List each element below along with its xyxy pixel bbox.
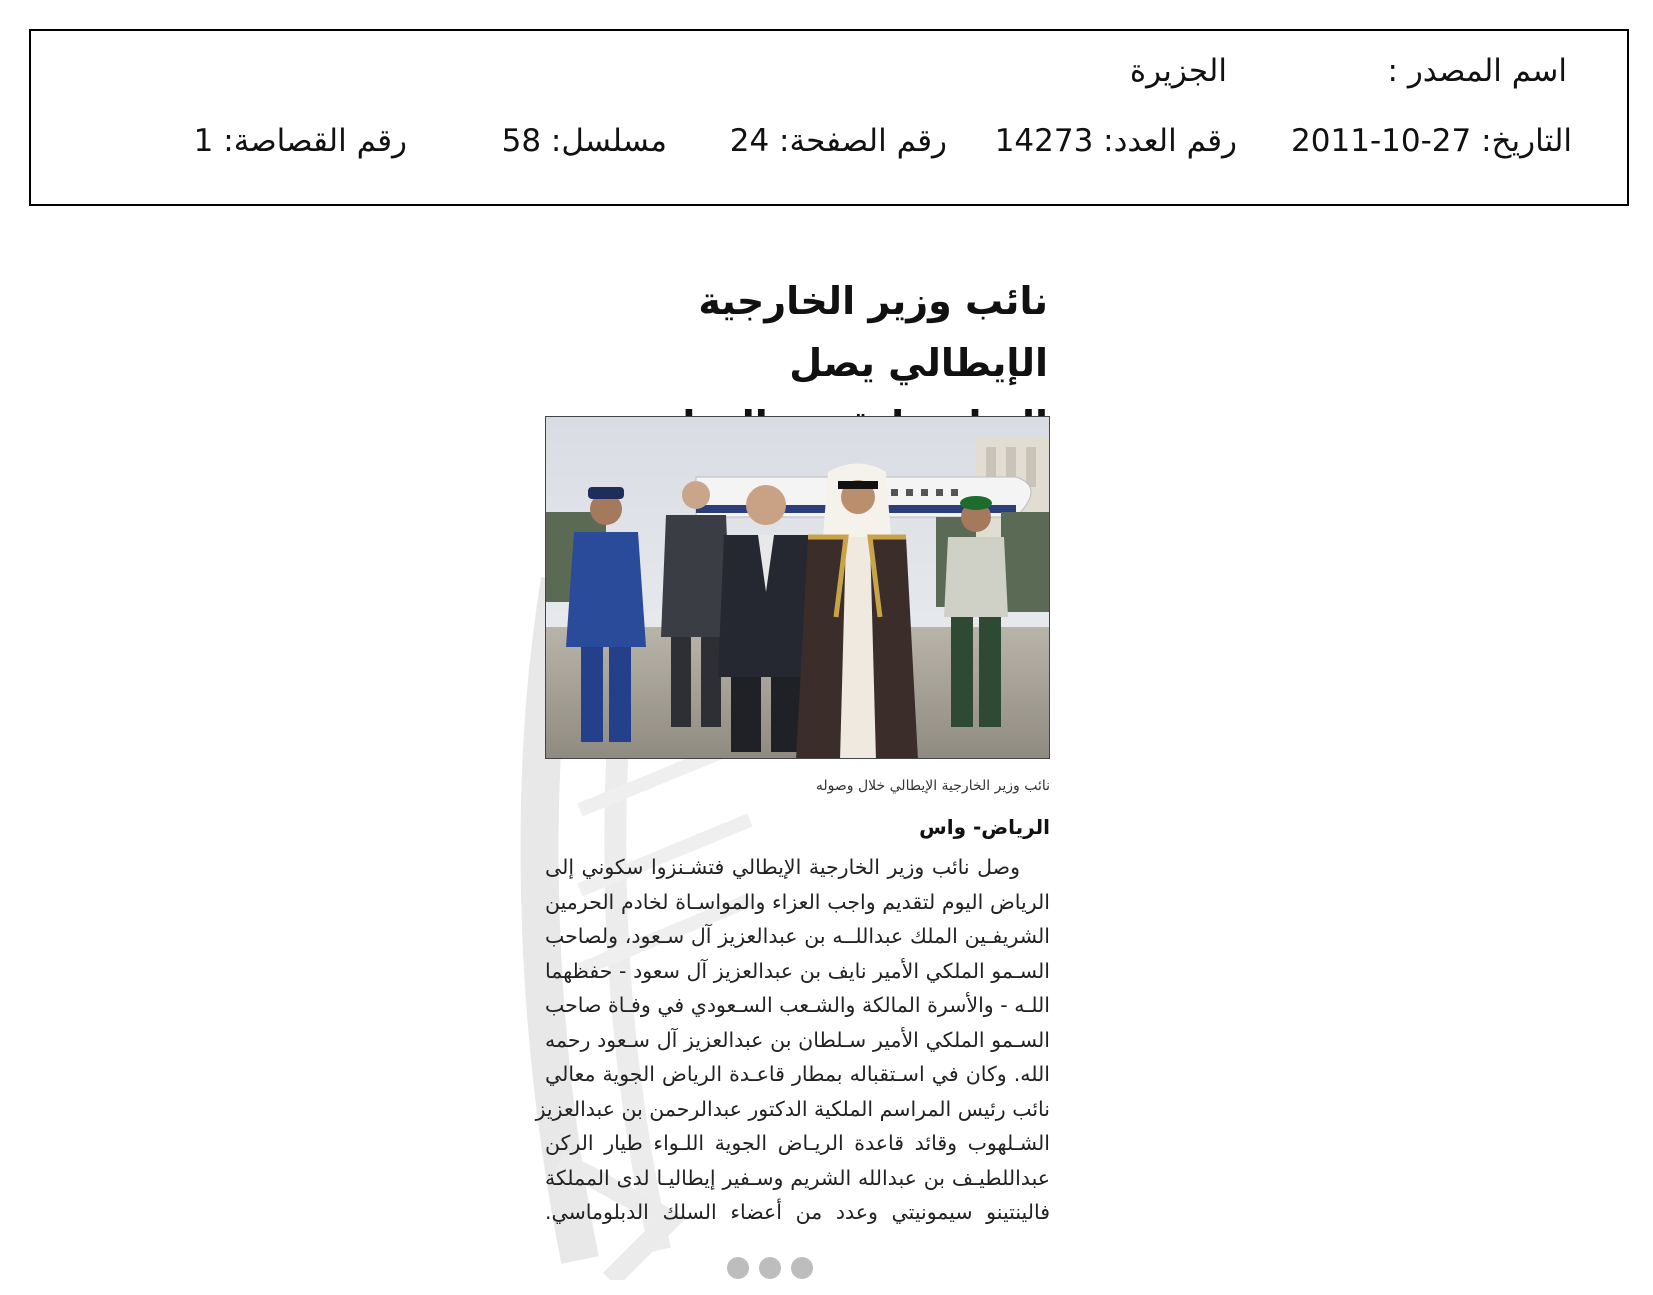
body-line: الله. وكان في اسـتقباله بمطار قاعـدة الرياض الجوية معالي [545, 1062, 1050, 1086]
body-line: السـمو الملكي الأمير نايف بن عبدالعزيز آل سعود - حفظهما [545, 958, 1050, 983]
end-dots [727, 1257, 823, 1283]
body-line: السـمو الملكي الأمير سـلطان بن عبدالعزيز آل سـعود رحمه [545, 1027, 1050, 1052]
body-line: الرياض اليوم لتقديم واجب العزاء والمواسـاة لخادم الحرمين [545, 889, 1050, 914]
body-line: وصل نائب وزير الخارجية الإيطالي فتشـنزوا سكوني إلى [545, 855, 1020, 879]
dateline: الرياض- واس [919, 815, 1050, 839]
page-number: رقم الصفحة: 24 [729, 123, 947, 159]
clip-number: رقم القصاصة: 1 [193, 123, 407, 159]
photo-illustration [546, 417, 1050, 759]
body-line: الشريفـين الملك عبداللــه بن عبدالعزيز آل سـعود، ولصاحب [545, 924, 1050, 948]
source-value: الجزيرة [1129, 53, 1227, 89]
photo-caption: نائب وزير الخارجية الإيطالي خلال وصوله [815, 778, 1050, 794]
issue-number: رقم العدد: 14273 [994, 123, 1237, 159]
body-line: الشـلهوب وقائد قاعدة الريـاض الجوية اللـواء طيار الركن [545, 1131, 1050, 1155]
dot [727, 1257, 749, 1279]
headline-line-1: نائب وزير الخارجية الإيطالي يصل [698, 279, 1048, 385]
body-line: اللـه - والأسرة المالكة والشـعب السـعودي في وفـاة صاحب [545, 993, 1050, 1017]
article-body [535, 850, 1050, 1230]
header-box [29, 29, 1629, 206]
dot [759, 1257, 781, 1279]
serial-number: مسلسل: 58 [501, 123, 667, 159]
source-label: اسم المصدر : [1387, 53, 1567, 89]
body-line: فالينتينو سيمونيتي وعدد من أعضاء السلك الدبلوماسي. [545, 1200, 1050, 1224]
dot [791, 1257, 813, 1279]
body-line: عبداللطيـف بن عبدالله الشريم وسـفير إيطاليـا لدى المملكة [545, 1165, 1050, 1190]
date-field: التاريخ: 27-10-2011 [1291, 123, 1572, 159]
body-line: نائب رئيس المراسم الملكية الدكتور عبدالرحمن بن عبدالعزيز [535, 1096, 1050, 1121]
article-photo [545, 416, 1050, 759]
